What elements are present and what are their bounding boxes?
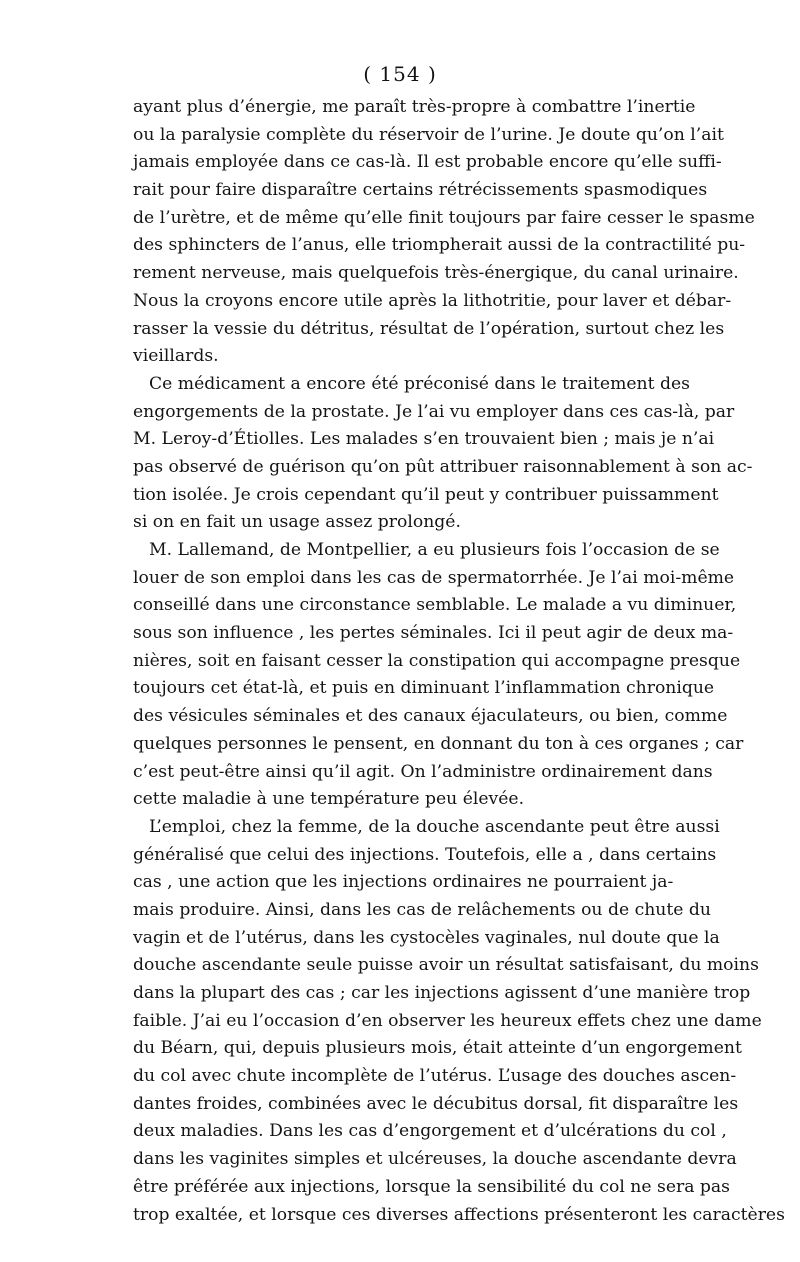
- text-line: faible. J’ai eu l’occasion d’en observer les heureux effets chez une dame: [133, 1010, 762, 1031]
- text-line: c’est peut-être ainsi qu’il agit. On l’administre ordinairement dans: [133, 761, 713, 782]
- text-line: si on en fait un usage assez prolongé.: [133, 512, 461, 533]
- text-line: quelques personnes le pensent, en donnant du ton à ces organes ; car: [133, 733, 744, 754]
- text-line: trop exaltée, et lorsque ces diverses affections présenteront les caractères: [133, 1204, 785, 1225]
- text-line: des sphincters de l’anus, elle triompherait aussi de la contractilité pu-: [133, 235, 746, 256]
- text-line: dantes froides, combinées avec le décubitus dorsal, fit disparaître les: [133, 1093, 739, 1114]
- text-line: toujours cet état-là, et puis en diminuant l’inflammation chronique: [133, 678, 715, 699]
- text-line: ou la paralysie complète du réservoir de l’urine. Je doute qu’on l’ait: [133, 124, 724, 145]
- text-line: être préférée aux injections, lorsque la sensibilité du col ne sera pas: [133, 1176, 730, 1197]
- text-line: vieillards.: [133, 346, 219, 367]
- text-line: pas observé de guérison qu’on pût attribuer raisonnablement à son ac-: [133, 456, 753, 477]
- text-line: deux maladies. Dans les cas d’engorgement et d’ulcérations du col ,: [133, 1121, 727, 1142]
- text-line: rait pour faire disparaître certains rétrécissements spasmodiques: [133, 180, 708, 201]
- text-line: Nous la croyons encore utile après la lithotritie, pour laver et débar-: [133, 290, 732, 311]
- text-line: sous son influence , les pertes séminales. Ici il peut agir de deux ma-: [133, 623, 734, 644]
- text-line: généralisé que celui des injections. Toutefois, elle a , dans certains: [133, 844, 717, 865]
- text-line: M. Lallemand, de Montpellier, a eu plusieurs fois l’occasion de se: [149, 540, 720, 560]
- text-line: Ce médicament a encore été préconisé dans le traitement des: [149, 373, 690, 394]
- text-line: des vésicules séminales et des canaux éjaculateurs, ou bien, comme: [133, 706, 728, 727]
- text-line: vagin et de l’utérus, dans les cystocèles vaginales, nul doute que la: [133, 927, 720, 948]
- text-line: cette maladie à une température peu élevée.: [133, 789, 525, 810]
- text-line: du Béarn, qui, depuis plusieurs mois, était atteinte d’un engorgement: [133, 1038, 742, 1059]
- text-line: dans les vaginites simples et ulcéreuses, la douche ascendante devra: [133, 1149, 737, 1170]
- text-line: tion isolée. Je crois cependant qu’il peut y contribuer puissamment: [133, 484, 719, 505]
- text-line: louer de son emploi dans les cas de spermatorrhée. Je l’ai moi-même: [133, 567, 735, 588]
- text-line: M. Leroy-d’Étiolles. Les malades s’en trouvaient bien ; mais je n’ai: [133, 429, 715, 450]
- text-line: de l’urètre, et de même qu’elle finit toujours par faire cesser le spasme: [133, 207, 755, 228]
- text-line: L’emploi, chez la femme, de la douche ascendante peut être aussi: [149, 816, 720, 837]
- text-line: dans la plupart des cas ; car les injections agissent d’une manière trop: [133, 983, 751, 1003]
- text-line: mais produire. Ainsi, dans les cas de relâchements ou de chute du: [133, 899, 711, 920]
- text-line: jamais employée dans ce cas-là. Il est probable encore qu’elle suffi-: [133, 152, 722, 173]
- text-line: rement nerveuse, mais quelquefois très-énergique, du canal urinaire.: [133, 263, 739, 284]
- text-line: rasser la vessie du détritus, résultat de l’opération, surtout chez les: [133, 318, 725, 339]
- text-line: du col avec chute incomplète de l’utérus. L’usage des douches ascen-: [133, 1066, 737, 1087]
- text-line: conseillé dans une circonstance semblable. Le malade a vu diminuer,: [133, 595, 737, 616]
- body-text: [133, 94, 785, 1229]
- page-number: ( 154 ): [363, 62, 437, 86]
- text-line: engorgements de la prostate. Je l’ai vu employer dans ces cas-là, par: [133, 401, 735, 422]
- text-line: douche ascendante seule puisse avoir un résultat satisfaisant, du moins: [133, 955, 759, 976]
- text-line: ayant plus d’énergie, me paraît très-propre à combattre l’inertie: [133, 97, 696, 117]
- text-line: nières, soit en faisant cesser la constipation qui accompagne presque: [133, 650, 741, 671]
- text-line: cas , une action que les injections ordinaires ne pourraient ja-: [133, 872, 674, 893]
